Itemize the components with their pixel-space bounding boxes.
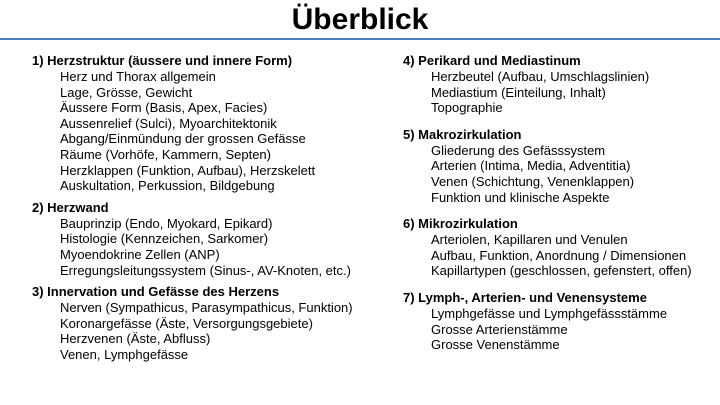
list-item: Räume (Vorhöfe, Kammern, Septen) (60, 146, 271, 162)
list-item: Auskultation, Perkussion, Bildgebung (60, 178, 275, 194)
list-item: Grosse Venenstämme (431, 337, 560, 353)
list-item: Herzklappen (Funktion, Aufbau), Herzskelett (60, 162, 316, 178)
list-item: Äussere Form (Basis, Apex, Facies) (60, 100, 268, 116)
list-item: Herz und Thorax allgemein (60, 69, 216, 84)
section-makrozirkulation (403, 127, 718, 205)
list-item: Kapillartypen (geschlossen, gefenstert, offen) (431, 263, 692, 279)
list-item: Herzvenen (Äste, Abfluss) (60, 331, 211, 347)
section-herzwand (32, 200, 382, 278)
list-item: Gliederung des Gefässsystem (431, 142, 606, 158)
list-item: Mediastium (Einteilung, Inhalt) (431, 84, 606, 100)
list-item: Koronargefässe (Äste, Versorgungsgebiete) (60, 315, 313, 331)
section-title: 3) Innervation und Gefässe des Herzens (32, 284, 280, 300)
list-item: Arterien (Intima, Media, Adventitia) (431, 158, 631, 174)
section-title: 6) Mikrozirkulation (403, 216, 518, 232)
section-title: 5) Makrozirkulation (403, 126, 522, 142)
section-herzstruktur (32, 53, 382, 194)
section-mikrozirkulation (403, 216, 718, 279)
list-item: Grosse Arterienstämme (431, 321, 568, 337)
list-item: Funktion und klinische Aspekte (431, 189, 610, 205)
page-title: Überblick (291, 3, 429, 36)
section-innervation (32, 284, 382, 362)
list-item: Myoendokrine Zellen (ANP) (60, 246, 220, 262)
list-item: Lage, Grösse, Gewicht (60, 84, 193, 100)
section-title: 2) Herzwand (32, 199, 109, 215)
list-item: Histologie (Kennzeichen, Sarkomer) (60, 231, 269, 247)
list-item: Herzbeutel (Aufbau, Umschlagslinien) (431, 69, 650, 84)
section-title: 7) Lymph-, Arterien- und Venensysteme (403, 289, 647, 305)
list-item: Venen, Lymphgefässe (60, 346, 189, 362)
list-item: Nerven (Sympathicus, Parasympathicus, Funktion) (60, 300, 353, 316)
list-item: Topographie (431, 100, 503, 116)
left-column (32, 53, 382, 369)
section-perikard (403, 53, 718, 116)
list-item: Erregungsleitungssystem (Sinus-, AV-Knoten, etc.) (60, 262, 351, 278)
section-title: 4) Perikard und Mediastinum (403, 53, 581, 68)
list-item: Abgang/Einmündung der grossen Gefässe (60, 131, 306, 147)
list-item: Arteriolen, Kapillaren und Venulen (431, 232, 628, 248)
right-column (403, 53, 718, 364)
list-item: Aufbau, Funktion, Anordnung / Dimensionen (431, 247, 687, 263)
section-title: 1) Herzstruktur (äussere und innere Form) (32, 53, 293, 68)
list-item: Aussenrelief (Sulci), Myoarchitektonik (60, 115, 277, 131)
list-item: Venen (Schichtung, Venenklappen) (431, 173, 635, 189)
section-lymph-arterien-venen (403, 290, 718, 353)
list-item: Bauprinzip (Endo, Myokard, Epikard) (60, 215, 273, 231)
list-item: Lymphgefässe und Lymphgefässstämme (431, 305, 668, 321)
title-divider (0, 38, 720, 40)
